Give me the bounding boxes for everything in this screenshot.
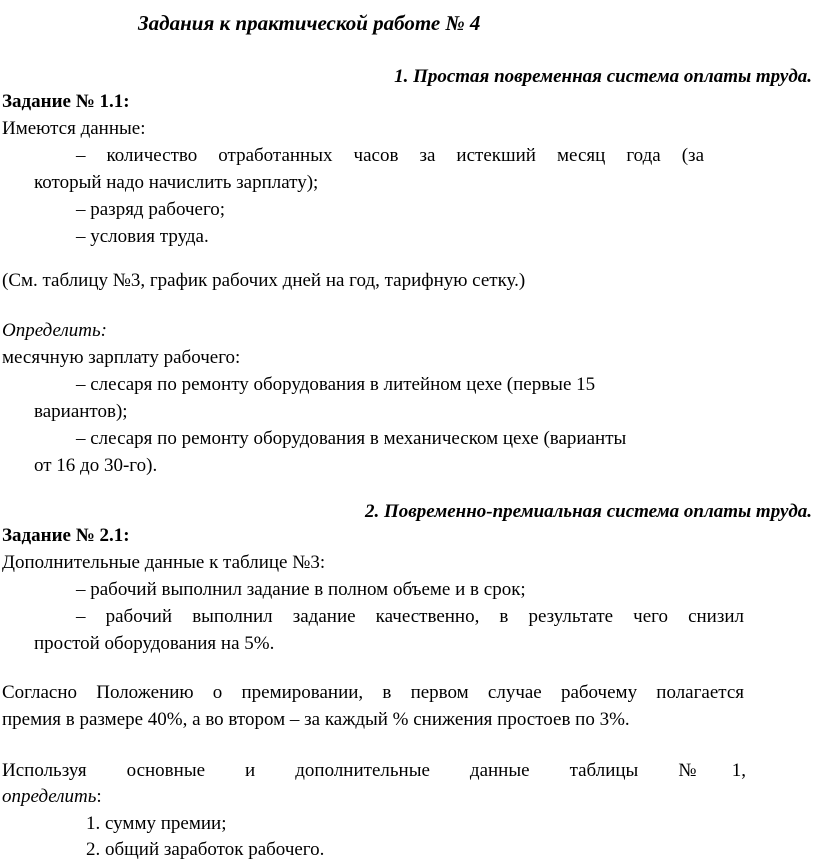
list-item-quality-line1: – рабочий выполнил задание качественно, в результате чего снизил bbox=[76, 606, 744, 627]
task-2-1-heading: Задание № 2.1: bbox=[2, 525, 130, 546]
reference-note: (См. таблицу №3, график рабочих дней на год, тарифную сетку.) bbox=[2, 270, 526, 291]
determine-item-foundry-line1: – слесаря по ремонту оборудования в литейном цехе (первые 15 bbox=[76, 374, 596, 395]
list-item-completed: – рабочий выполнил задание в полном объеме и в срок; bbox=[76, 579, 526, 600]
using-colon: : bbox=[96, 786, 102, 807]
list-item-bonus-sum: 1. сумму премии; bbox=[86, 813, 227, 834]
list-item-grade: – разряд рабочего; bbox=[76, 199, 226, 220]
determine-label: Определить: bbox=[2, 320, 107, 341]
determine-text: месячную зарплату рабочего: bbox=[2, 347, 241, 368]
determine-item-foundry-line2: вариантов); bbox=[34, 401, 128, 422]
page-title: Задания к практической работе № 4 bbox=[138, 11, 481, 35]
bonus-paragraph-line2: премия в размере 40%, а во втором – за каждый % снижения простоев по 3%. bbox=[2, 709, 630, 730]
list-item-hours-line1: – количество отработанных часов за истекший месяц года (за bbox=[76, 145, 704, 166]
using-line1: Используя основные и дополнительные данные таблицы №1, bbox=[2, 760, 746, 781]
list-item-quality-line2: простой оборудования на 5%. bbox=[34, 633, 275, 654]
section-2-heading: 2. Повременно-премиальная система оплаты труда. bbox=[364, 501, 812, 522]
using-line2 bbox=[2, 783, 102, 810]
list-item-total-earnings: 2. общий заработок рабочего. bbox=[86, 839, 325, 860]
bonus-paragraph-line1: Согласно Положению о премировании, в первом случае рабочему полагается bbox=[2, 682, 744, 703]
list-item-hours-line2: который надо начислить зарплату); bbox=[34, 172, 319, 193]
section-1-heading: 1. Простая повременная система оплаты труда. bbox=[394, 66, 812, 87]
using-determine-word: определить bbox=[2, 786, 97, 807]
determine-item-mechanical-line1: – слесаря по ремонту оборудования в механическом цехе (варианты bbox=[76, 428, 627, 449]
task-1-1-intro: Имеются данные: bbox=[2, 118, 146, 139]
determine-item-mechanical-line2: от 16 до 30-го). bbox=[34, 455, 158, 476]
list-item-conditions: – условия труда. bbox=[76, 226, 209, 247]
task-1-1-heading: Задание № 1.1: bbox=[2, 91, 130, 112]
task-2-1-intro: Дополнительные данные к таблице №3: bbox=[2, 552, 326, 573]
